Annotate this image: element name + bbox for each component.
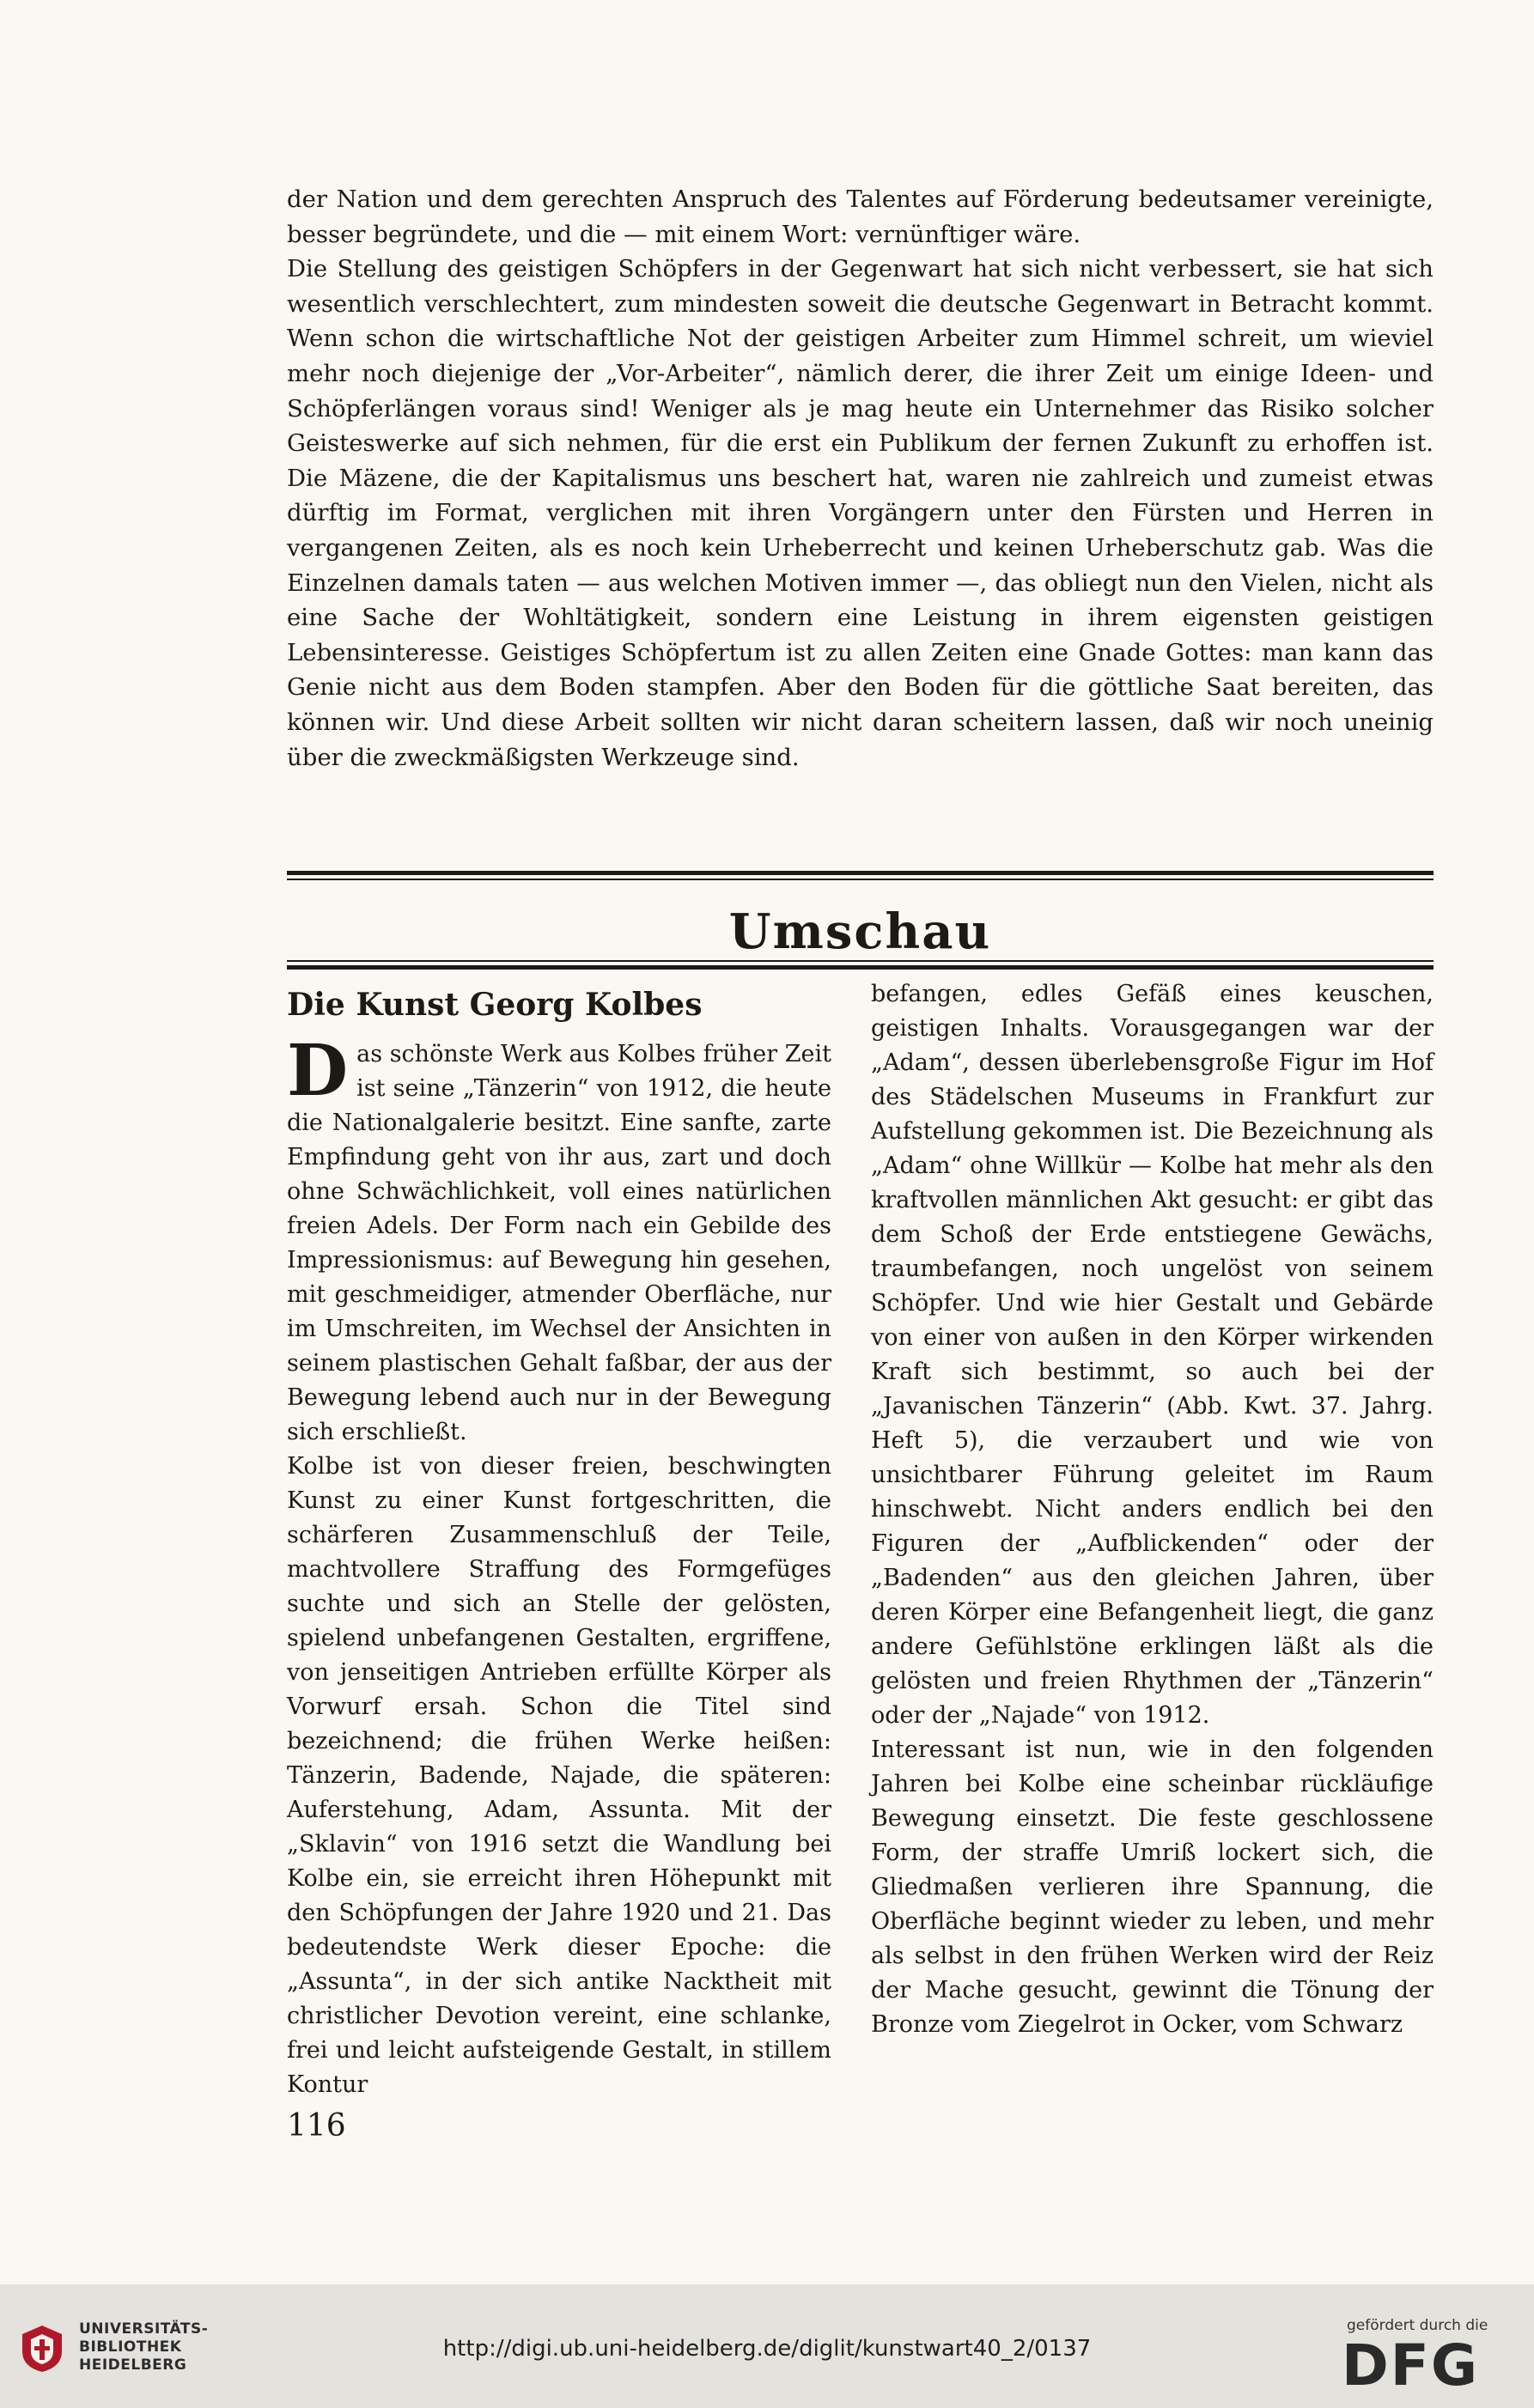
article-title: Die Kunst Georg Kolbes [287, 987, 703, 1023]
intro-text [287, 182, 1434, 775]
library-name-line-3: HEIDELBERG [79, 2356, 187, 2374]
dfg-logo: DFG [1342, 2332, 1480, 2399]
intro-paragraph-2: Die Stellung des geistigen Schöpfers in der Gegenwart hat sich nicht verbessert, sie hat sich wesentlich verschlechtert, zum mindesten soweit die deutsche Gegenwart in Betracht kommt. Wenn schon die wirtschaftliche Not der geistigen Arbeiter zum Himmel schreit, um wieviel mehr noch diejenige der „Vor-Arbeiter“, nämlich derer, die ihrer Zeit um einige Ideen- und Schöpferlängen voraus sind! Weniger als je mag heute ein Unternehmer das Risiko solcher Geisteswerke auf sich nehmen, für die erst ein Publikum der fernen Zukunft zu erhoffen ist. Die Mäzene, die der Kapitalismus uns beschert hat, waren nie zahlreich und zumeist etwas dürftig im Format, verglichen mit ihren Vorgängern unter den Fürsten und Herren in vergangenen Zeiten, als es noch kein Urheberrecht und keinen Urheberschutz gab. Was die Einzelnen damals taten — aus welchen Motiven immer —, das obliegt nun den Vielen, nicht als eine Sache der Wohltätigkeit, sondern eine Leistung in ihrem eigensten geistigen Lebensinteresse. Geistiges Schöpfertum ist zu allen Zeiten eine Gnade Gottes: man kann das Genie nicht aus dem Boden stampfen. Aber den Boden für die göttliche Saat bereiten, das können wir. Und diese Arbeit sollten wir nicht daran scheitern lassen, daß wir noch uneinig über die zweckmäßigsten Werkzeuge sind. [287, 255, 1434, 771]
viewer-footer [0, 2284, 1534, 2408]
page-number: 116 [287, 2108, 346, 2143]
library-name-line-1: UNIVERSITÄTS- [79, 2320, 209, 2338]
article-paragraph-4: Interessant ist nun, wie in den folgenden Jahren bei Kolbe eine scheinbar rückläufige Bewegung einsetzt. Die feste geschlossene Form, der straffe Umriß lockert sich, die Gliedmaßen verlieren ihre Spannung, die Oberfläche beginnt wieder zu leben, und mehr als selbst in den frühen Werken wird der Reiz der Mache gesucht, gewinnt die Tönung der Bronze vom Ziegelrot in Ocker, vom Schwarz [871, 1736, 1434, 2038]
article-paragraph-3: befangen, edles Gefäß eines keuschen, geistigen Inhalts. Vorausgegangen war der „Adam“, dessen überlebensgroße Figur im Hof des Städelschen Museums in Frankfurt zur Aufstellung gekommen ist. Die Bezeichnung als „Adam“ ohne Willkür — Kolbe hat mehr als den kraftvollen männlichen Akt gesucht: er gibt das dem Schoß der Erde entstiegene Gewächs, traumbefangen, noch ungelöst von seinem Schöpfer. Und wie hier Gestalt und Gebärde von einer von außen in den Körper wirkenden Kraft sich bestimmt, so auch bei der „Javanischen Tänzerin“ (Abb. Kwt. 37. Jahrg. Heft 5), die verzaubert und wie von unsichtbarer Führung geleitet im Raum hinschwebt. Nicht anders endlich bei den Figuren der „Aufblickenden“ oder der „Badenden“ aus den gleichen Jahren, über deren Körper eine Befangenheit liegt, die ganz andere Gefühlstöne erklingen läßt als die gelösten und freien Rhythmen der „Tänzerin“ oder der „Najade“ von 1912. [871, 981, 1434, 1729]
article-column-left [287, 977, 831, 2102]
article-paragraph-2: Kolbe ist von dieser freien, beschwingten Kunst zu einer Kunst fortgeschritten, die schärferen Zusammenschluß der Teile, machtvollere Straffung des Formgefüges suchte und sich an Stelle der gelösten, spielend unbefangenen Gestalten, ergriffene, von jenseitigen Antrieben erfüllte Körper als Vorwurf ersah. Schon die Titel sind bezeichnend; die frühen Werke heißen: Tänzerin, Badende, Najade, die späteren: Auferstehung, Adam, Assunta. Mit der „Sklavin“ von 1916 setzt die Wandlung bei Kolbe ein, sie erreicht ihren Höhepunkt mit den Schöpfungen der Jahre 1920 und 21. Das bedeutendste Werk dieser Epoche: die „Assunta“, in der sich antike Nacktheit mit christlicher Devotion vereint, eine schlanke, frei und leicht aufsteigende Gestalt, in stillem Kontur [287, 1453, 831, 2098]
library-name-line-2: BIBLIOTHEK [79, 2338, 182, 2356]
intro-paragraph-1: der Nation und dem gerechten Anspruch des Talentes auf Förderung bedeutsamer vereinigte, besser begründete, und die — mit einem Wort: vernünftiger wäre. [287, 185, 1434, 248]
article-column-right [871, 977, 1434, 2042]
funded-by-label: gefördert durch die [1347, 2317, 1488, 2334]
article-paragraph-1-text: as schönste Werk aus Kolbes früher Zeit ist seine „Tänzerin“ von 1912, die heute die Nationalgalerie besitzt. Eine sanfte, zarte Empfindung geht von ihr aus, zart und doch ohne Schwächlichkeit, voll eines natürlichen freien Adels. Der Form nach ein Gebilde des Impressionismus: auf Bewegung hin gesehen, mit geschmeidiger, atmender Oberfläche, nur im Umschreiten, im Wechsel der Ansichten in seinem plastischen Gehalt faßbar, der aus der Bewegung lebend auch nur in der Bewegung sich erschließt. [287, 1041, 831, 1445]
document-url-link[interactable]: http://digi.ub.uni-heidelberg.de/diglit/kunstwart40_2/0137 [442, 2336, 1092, 2362]
article-paragraph-1 [287, 1030, 831, 1450]
drop-cap: D [287, 1030, 349, 1112]
section-rule-bottom [287, 960, 1434, 970]
section-rule-top [287, 871, 1434, 880]
section-title: Umschau [728, 903, 992, 960]
